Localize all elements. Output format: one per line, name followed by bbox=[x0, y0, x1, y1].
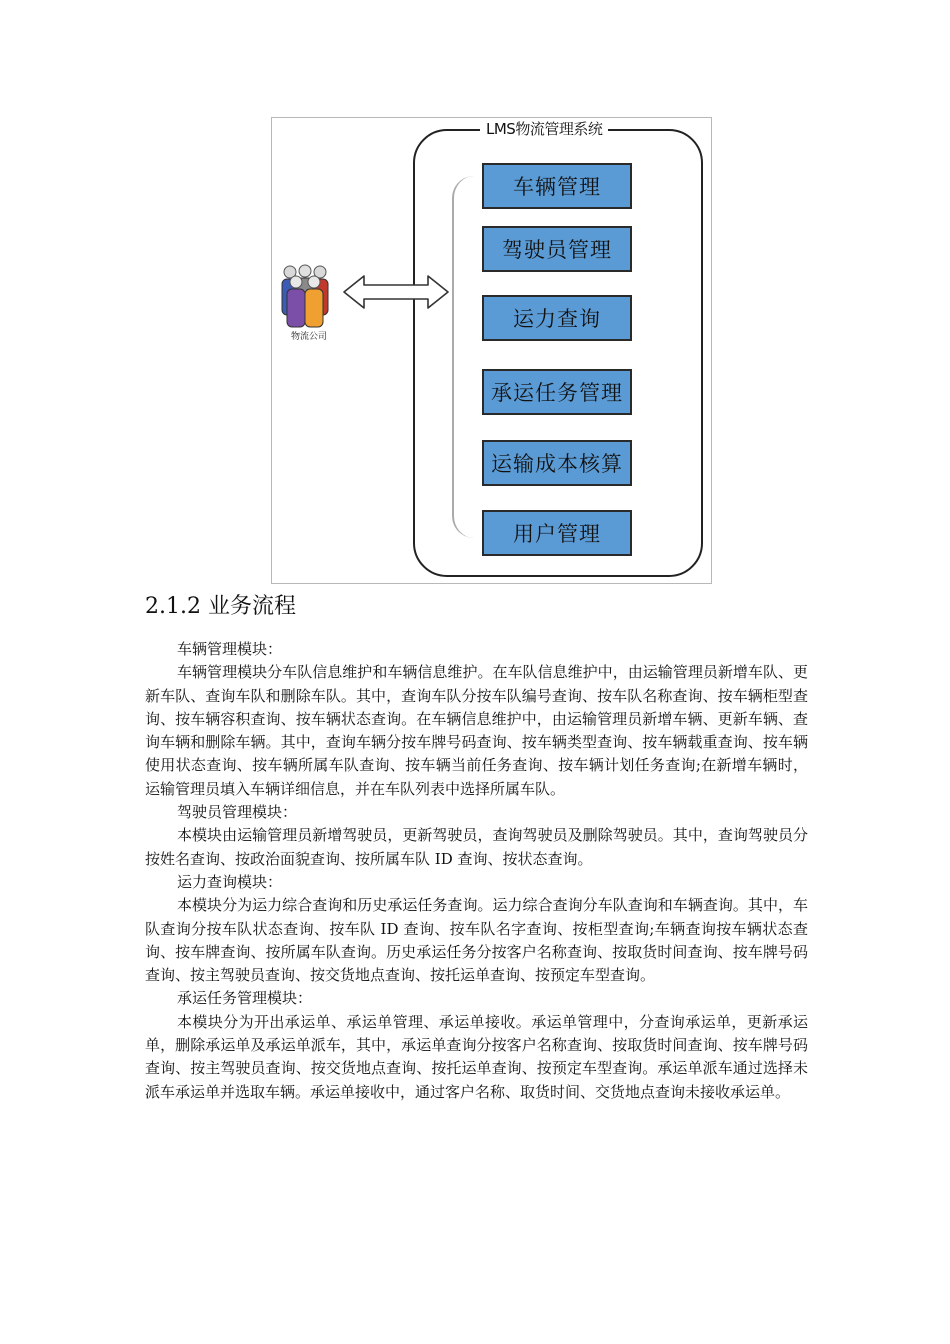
block-title-capacity: 运力查询模块： bbox=[177, 872, 283, 891]
actor-label: 物流公司 bbox=[290, 332, 327, 342]
block-title-driver: 驾驶员管理模块： bbox=[177, 803, 298, 822]
module-driver-management: 驾驶员管理 bbox=[482, 226, 632, 272]
block-title-shipping: 承运任务管理模块： bbox=[177, 989, 313, 1008]
section-body bbox=[145, 638, 808, 1104]
block-text-shipping: 本模块分为开出承运单、承运单管理、承运单接收。承运单管理中，分查询承运单，更新承运单，删除承运单及承运单派车，其中，承运单查询分按客户名称查询、按取货时间查询、按车牌号码查询、按主驾驶员查询、按交货地点查询、按托运单查询、按预定车型查询。承运单派车通过选择未派车承运单并选取车辆。承运单接收中，通过客户名称、取货时间、交货地点查询未接收承运单。 bbox=[145, 1012, 808, 1101]
module-transport-cost-accounting: 运输成本核算 bbox=[482, 440, 632, 486]
system-title: LMS物流管理系统 bbox=[480, 119, 608, 139]
users-group-icon bbox=[276, 263, 336, 329]
system-diagram bbox=[271, 117, 712, 584]
module-user-management: 用户管理 bbox=[482, 510, 632, 556]
block-text-driver: 本模块由运输管理员新增驾驶员，更新驾驶员，查询驾驶员及删除驾驶员。其中，查询驾驶员分按姓名查询、按政治面貌查询、按所属车队 ID 查询、按状态查询。 bbox=[145, 826, 808, 868]
block-text-capacity: 本模块分为运力综合查询和历史承运任务查询。运力综合查询分车队查询和车辆查询。其中，车队查询分按车队状态查询、按车队 ID 查询、按车队名字查询、按柜型查询;车辆查询按车辆状态查询、按车牌查询、按所属车队查询。历史承运任务分按客户名称查询、按取货时间查询、按车牌号码查询、按主驾驶员查询、按交货地点查询、按托运单查询、按预定车型查询。 bbox=[145, 896, 808, 985]
module-capacity-query: 运力查询 bbox=[482, 295, 632, 341]
module-shipping-task-management: 承运任务管理 bbox=[482, 369, 632, 415]
module-vehicle-management: 车辆管理 bbox=[482, 163, 632, 209]
module-bracket bbox=[452, 176, 474, 538]
bidirectional-arrow-icon bbox=[342, 274, 450, 310]
block-title-vehicle: 车辆管理模块： bbox=[177, 640, 283, 658]
block-text-vehicle: 车辆管理模块分车队信息维护和车辆信息维护。在车队信息维护中，由运输管理员新增车队、更新车队、查询车队和删除车队。其中，查询车队分按车队编号查询、按车队名称查询、按车辆柜型查询、按车辆容积查询、按车辆状态查询。在车辆信息维护中，由运输管理员新增车辆、更新车辆、查询车辆和删除车辆。其中，查询车辆分按车牌号码查询、按车辆类型查询、按车辆载重查询、按车辆使用状态查询、按车辆所属车队查询、按车辆当前任务查询、按车辆计划任务查询;在新增车辆时，运输管理员填入车辆详细信息，并在车队列表中选择所属车队。 bbox=[145, 663, 808, 798]
section-heading: 2.1.2 业务流程 bbox=[145, 594, 296, 619]
